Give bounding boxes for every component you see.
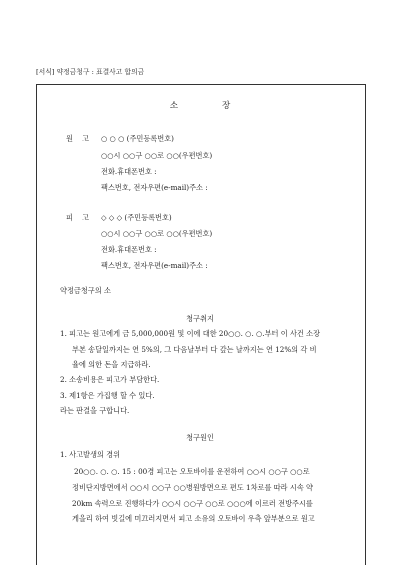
form-header-label: [서식] 약정금청구 : 표결사고 합의금 xyxy=(36,68,145,76)
defendant-address: ○○시 ○○구 ○○로 ○○(우편번호) xyxy=(101,229,213,238)
claim-cause-para-line-1: 20○○. ○. ○. 15 : 00경 피고는 오토바이를 운전하여 ○○시 ○○구 ○○로 xyxy=(74,467,310,476)
title-char-2: 장 xyxy=(222,101,231,111)
claim-purpose-closing: 라는 판결을 구합니다. xyxy=(60,406,130,415)
defendant-role-2: 고 xyxy=(82,213,89,222)
defendant-fax-email: 팩스번호, 전자우편(e-mail)주소 : xyxy=(101,261,208,270)
claim-purpose-item-1-line-2: 부본 송달일까지는 연 5%의, 그 다음날부터 다 갚는 날까지는 연 12%의 각 비 xyxy=(72,345,317,354)
plaintiff-address: ○○시 ○○구 ○○로 ○○(우편번호) xyxy=(101,151,213,160)
defendant-phone: 전화.휴대폰번호 : xyxy=(101,245,157,254)
plaintiff-role-2: 고 xyxy=(82,134,89,143)
claim-purpose-heading: 청구취지 xyxy=(186,314,214,323)
claim-purpose-item-1-line-3: 율에 의한 돈을 지급하라. xyxy=(72,360,151,369)
plaintiff-fax-email: 팩스번호, 전자우편(e-mail)주소 : xyxy=(101,183,208,192)
case-name: 약정금청구의 소 xyxy=(60,286,111,295)
claim-cause-section-1: 1. 사고발생의 경위 xyxy=(60,450,121,459)
plaintiff-role-1: 원 xyxy=(66,134,73,143)
claim-purpose-item-3: 3. 제1항은 가집행 할 수 있다. xyxy=(60,391,155,400)
claim-purpose-item-2: 2. 소송비용은 피고가 부담한다. xyxy=(60,375,160,384)
claim-cause-heading: 청구원인 xyxy=(186,433,214,442)
claim-cause-para-line-2: 정비단지방면에서 ○○시 ○○구 ○○병원방면으로 편도 1차로를 따라 시속 약 xyxy=(72,483,314,492)
defendant-role-1: 피 xyxy=(66,213,73,222)
plaintiff-phone: 전화.휴대폰번호 : xyxy=(101,167,157,176)
title-char-1: 소 xyxy=(169,101,178,111)
document-title xyxy=(0,102,400,111)
claim-cause-para-line-4: 게을리 하여 빗길에 미끄러지면서 피고 소유의 오토바이 우측 앞부분으로 원고 xyxy=(72,514,315,523)
claim-purpose-item-1-line-1: 1. 피고는 원고에게 금 5,000,000원 및 이에 대한 20○○. ○. ○.부터 이 사건 소장 xyxy=(60,329,321,338)
plaintiff-name: ○ ○ ○ (주민등록번호) xyxy=(101,134,174,143)
defendant-name: ◇ ◇ ◇ (주민등록번호) xyxy=(101,213,172,222)
claim-cause-para-line-3: 20km 속력으로 진행하다가 ○○시 ○○구 ○○로 ○○○에 이르러 전방주시를 xyxy=(72,499,313,508)
